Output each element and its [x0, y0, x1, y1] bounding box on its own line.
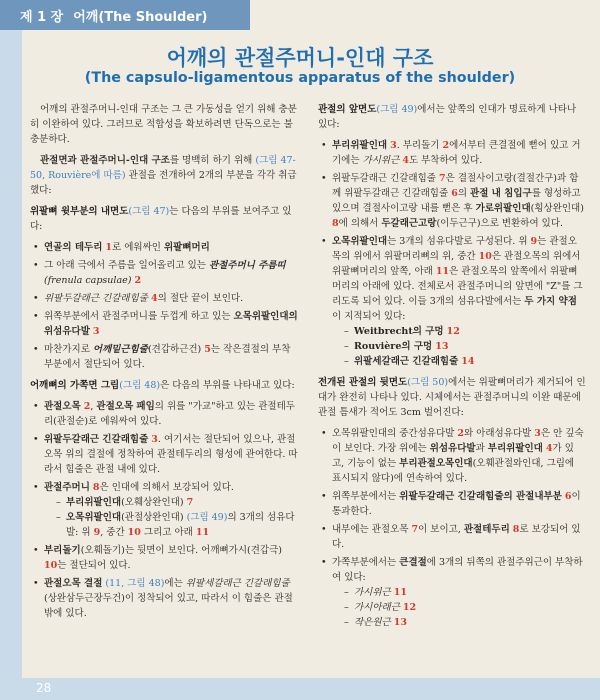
text: 가 있고, 기능이 없는: [332, 443, 574, 469]
text: 는 3개의 섬유다발로 구성된다. 위: [387, 236, 531, 247]
text: 로 에워싸인: [112, 242, 164, 253]
text: 그리고 아래: [140, 527, 196, 538]
intro-paragraph-2: [30, 153, 298, 198]
text: 은 관절오목의 앞쪽에서 위팔뼈머리의 아래에 있다. 전체로서 관절주머니의 앞면에 "Z"를 그리도록 되어 있다. 이들 3개의 섬유다발에서는: [332, 266, 583, 307]
term: 관절주머니: [44, 482, 90, 493]
text: (관절상완인대): [121, 512, 187, 523]
section-intro: 는 다음의 부위를 보여주고 있다:: [30, 206, 292, 232]
term: 부리위팔인대: [487, 443, 543, 454]
list-item: [30, 576, 298, 621]
page-number: 28: [36, 681, 52, 695]
figure-ref: (그림 47): [128, 206, 170, 217]
term: 위섬유다발: [429, 443, 476, 454]
sub-list: [332, 585, 586, 630]
text: (오훼관절와인대, 그림에 표시되지 않다)에 연속하여 있다.: [332, 458, 575, 484]
label-number: 9: [530, 236, 538, 247]
term: 위팔세갈래근 긴갈래힘줄: [354, 356, 459, 367]
section-title: 전개된 관절의 뒷면도: [318, 377, 408, 388]
list-item: [30, 309, 298, 339]
sub-item: [332, 585, 586, 600]
label-number: 7: [411, 524, 419, 535]
figure-ref: (11, 그림 48): [105, 578, 165, 589]
text: (이두근구)으로 변환하여 있다.: [436, 218, 564, 229]
text: 이 지적되어 있다:: [332, 311, 406, 322]
text: 이 보이고,: [418, 524, 464, 535]
text: 도 부착하여 있다.: [408, 155, 483, 166]
term: 부리관절오목인대: [399, 458, 473, 469]
page-subtitle: (The capsulo-ligamentous apparatus of the shoulder): [84, 70, 516, 86]
text: 는 작은결절의 부착부분에서 절단되어 있다.: [44, 344, 291, 370]
term: 관절오목 패임: [96, 401, 155, 412]
section-humerus-heading: [30, 204, 298, 234]
text: 의 3개의 섬유다발: 위: [66, 512, 295, 538]
figure-ref: (그림 47-50, Rouvière에 따름): [30, 155, 296, 181]
right-column: [318, 102, 586, 633]
term: 어깨밑근힘줄: [92, 344, 148, 355]
text: 과: [475, 443, 488, 454]
list-item: [318, 426, 586, 486]
label-number: 5: [204, 344, 211, 355]
term: Rouvière의 구멍: [354, 341, 433, 352]
sub-item: [44, 495, 298, 510]
list-item: [318, 522, 586, 552]
label-number: 2: [442, 140, 450, 151]
figure-ref: (그림 49): [186, 512, 228, 523]
chapter-title: 어깨(The Shoulder): [73, 9, 208, 25]
term: 두 가지 약점: [524, 296, 577, 307]
term: 관절오목 결절: [44, 578, 103, 589]
text: , 중간: [100, 527, 128, 538]
sub-list: [332, 324, 586, 369]
term: 가시아래근: [354, 602, 400, 613]
anterior-list: [318, 138, 586, 369]
label-number: 3: [92, 326, 100, 337]
text: . 부리돌기: [396, 140, 443, 151]
sub-list: [44, 495, 298, 540]
term: 위팔세갈래근 긴갈래힘줄: [185, 578, 290, 589]
term: 가시위근: [354, 587, 391, 598]
text: 마찬가지로: [44, 344, 93, 355]
text: 로 보강되어 있다.: [332, 524, 581, 550]
label-number: 2: [134, 275, 142, 286]
label-number: 3: [390, 140, 397, 151]
label-number: 6: [451, 188, 458, 199]
section-posterior-heading: [318, 375, 586, 420]
text: (오훼상완인대): [121, 497, 187, 508]
chapter-number: 제 1 장: [20, 9, 64, 25]
term: 위팔뼈머리: [163, 242, 210, 253]
term: 연골의 테두리: [44, 242, 103, 253]
text: ,: [90, 401, 97, 412]
text: 에서부터 큰결절에 뻗어 있고 거기에는: [332, 140, 581, 166]
text: . 여기서는 절단되어 있으나, 관절오목 위의 결절에 정착하여 관절테두리의 형성에 관여한다. 따라서 힘줄은 관절 내에 있다.: [44, 434, 298, 475]
section-intro: 에서는 앞쪽의 인대가 명료하게 나타나 있다:: [318, 104, 577, 130]
text: 오목위팔인대의 중간섬유다발: [332, 428, 458, 439]
term: 위팔두갈래근 긴갈래힘줄: [44, 434, 149, 445]
section-title: 어깨뼈의 가쪽면 그림: [30, 380, 120, 391]
text: 에는: [164, 578, 186, 589]
section-scapula-heading: [30, 378, 298, 393]
section-anterior-heading: [318, 102, 586, 132]
term: 두갈래근고랑: [381, 218, 437, 229]
term: 오목위팔인대의 위섬유다발: [44, 311, 298, 337]
text: 위쪽부분에서는: [332, 491, 400, 502]
label-number: 7: [439, 173, 446, 184]
term: 관절주머니 주름띠: [208, 260, 286, 271]
section-title: 위팔뼈 윗부분의 내면도: [30, 206, 129, 217]
text: 그 아래 극에서 주름을 일어올리고 있는: [44, 260, 209, 271]
text: 에 의해서: [338, 218, 382, 229]
figure-ref: (그림 48): [119, 380, 161, 391]
list-item: [30, 342, 298, 372]
label-number: 11: [435, 266, 450, 277]
humerus-list: [30, 240, 298, 372]
list-item: [30, 432, 298, 477]
list-item: [30, 291, 298, 306]
label-number: 4: [151, 293, 158, 304]
term: 가로위팔인대: [475, 203, 531, 214]
text: 은 결절사이고랑(결절간구)과 함께 위팔두갈래근 긴갈래힘줄: [332, 173, 579, 199]
text: 위쪽부분에서 관절주머니를 두껍게 하고 있는: [44, 311, 234, 322]
text: 의 절단 끝이 보인다.: [157, 293, 244, 304]
page-footer: [0, 678, 600, 700]
chapter-header: [0, 0, 250, 30]
term: 큰결절: [399, 557, 427, 568]
sub-item: [332, 600, 586, 615]
term: 부리돌기: [44, 545, 81, 556]
label-number: 4: [402, 155, 409, 166]
intro-text: 관절을 전개하여 2개의 부분을 각각 취급했다:: [30, 170, 297, 196]
figure-ref: (그림 49): [376, 104, 418, 115]
term: 부리위팔인대: [332, 140, 388, 151]
label-number: 8: [92, 482, 100, 493]
label-number: 9: [93, 527, 101, 538]
label-number: 3: [534, 428, 541, 439]
list-item: [30, 240, 298, 255]
text: 를 형성하고 있으며 결절사이고랑 내를 뻗은 후: [332, 188, 581, 214]
text: 은 관절오목의 위에서 위팔뼈머리의 앞쪽, 아래: [332, 251, 581, 277]
intro-term: 관절면과 관절주머니-인대 구조: [40, 155, 170, 166]
intro-paragraph-1: 어깨의 관절주머니-인대 구조는 그 큰 가동성을 얻기 위해 충분히 이완하여 있다. 그러므로 적합성을 확보하려면 단독으로는 불충분하다.: [30, 104, 297, 145]
page-title: 어깨의 관절주머니-인대 구조: [166, 46, 434, 70]
list-item: [318, 138, 586, 168]
label-number: 2: [83, 401, 91, 412]
label-number: 2: [457, 428, 464, 439]
text: 는 관절오목의 위에서 위팔머리뼈의 위, 중간: [332, 236, 577, 262]
term: 가시위근: [362, 155, 400, 166]
label-number: 6: [564, 491, 572, 502]
text: 가쪽부분에서는: [332, 557, 400, 568]
text: 내부에는 관절오목: [332, 524, 412, 535]
term: 위팔두갈래근 긴갈래힘줄: [44, 293, 148, 304]
term: 오목위팔인대: [66, 512, 122, 523]
text: (횡상완인대): [530, 203, 584, 214]
figure-ref: (그림 50): [407, 377, 449, 388]
label-number: 8: [332, 218, 339, 229]
term: Weitbrecht의 구멍: [354, 326, 444, 337]
list-item: [30, 543, 298, 573]
posterior-list: [318, 426, 586, 630]
sub-item: [332, 324, 586, 339]
label-number: 11: [393, 587, 407, 598]
text: 위팔두갈래근 긴갈래힘줄: [332, 173, 439, 184]
label-number: 13: [393, 617, 407, 628]
term: 위팔두갈래근 긴갈래힘줄의 관절내부분: [399, 491, 562, 502]
sub-item: [332, 354, 586, 369]
text: 와 아래섬유다발: [463, 428, 535, 439]
label-number: 1: [105, 242, 113, 253]
label-number: 14: [461, 356, 475, 367]
text: 은 인대에 의해서 보강되어 있다.: [99, 482, 234, 493]
label-number: 11: [195, 527, 210, 538]
label-number: 10: [127, 527, 141, 538]
label-number: 4: [545, 443, 553, 454]
label-number: 12: [446, 326, 460, 337]
text: (오훼돌기)는 뒷면이 보인다. 어깨뼈가시(견갑극): [80, 545, 282, 556]
term: 오목위팔인대: [332, 236, 388, 247]
scapula-list: [30, 399, 298, 621]
left-margin-band: [0, 0, 22, 700]
text: 의: [457, 188, 471, 199]
list-item: [318, 555, 586, 630]
text: 이 통과한다.: [332, 491, 581, 517]
label-number: 7: [186, 497, 194, 508]
list-item: [318, 171, 586, 231]
intro-text: 를 명백히 하기 위해: [169, 155, 256, 166]
label-number: 3: [151, 434, 158, 445]
text: 의 위를 "가교"하고 있는 관절테두리(관절순)로 에워싸여 있다.: [44, 401, 295, 427]
text: (견갑하근건): [147, 344, 205, 355]
sub-item: [332, 615, 586, 630]
list-item: [30, 480, 298, 540]
section-title: 관절의 앞면도: [318, 104, 377, 115]
list-item: [30, 399, 298, 429]
section-intro: 에서는 위팔뼈머리가 제거되어 인대가 완전히 나타나 있다. 시체에서는 관절주머니의 이완 때문에 관절 틈새가 적어도 3cm 벌어진다:: [318, 377, 586, 418]
sub-item: [332, 339, 586, 354]
term: 부리위팔인대: [66, 497, 122, 508]
label-number: 8: [512, 524, 520, 535]
label-number: 10: [478, 251, 492, 262]
term: 관절테두리: [463, 524, 510, 535]
text: 는 절단되어 있다.: [57, 560, 131, 571]
sub-item: [44, 510, 298, 540]
term: 관절오목: [44, 401, 81, 412]
section-intro: 은 다음의 부위를 나타내고 있다:: [160, 380, 295, 391]
term: 작은원근: [354, 617, 391, 628]
term: 관절 내 침입구: [470, 188, 532, 199]
label-number: 12: [402, 602, 417, 613]
list-item: [318, 489, 586, 519]
text: (상완삼두근장두건)이 정착되어 있고, 따라서 이 힘줄은 관절 밖에 있다.: [44, 593, 293, 619]
text: 에 3개의 뒤쪽의 관절주위근이 부착하여 있다:: [332, 557, 583, 583]
text: 은 안 깊숙이 보인다. 가장 위에는: [332, 428, 584, 454]
label-number: 13: [435, 341, 449, 352]
label-number: 10: [44, 560, 58, 571]
left-column: [30, 102, 298, 624]
list-item: [318, 234, 586, 369]
list-item: [30, 258, 298, 288]
latin-term: (frenula capsulae): [44, 275, 132, 286]
